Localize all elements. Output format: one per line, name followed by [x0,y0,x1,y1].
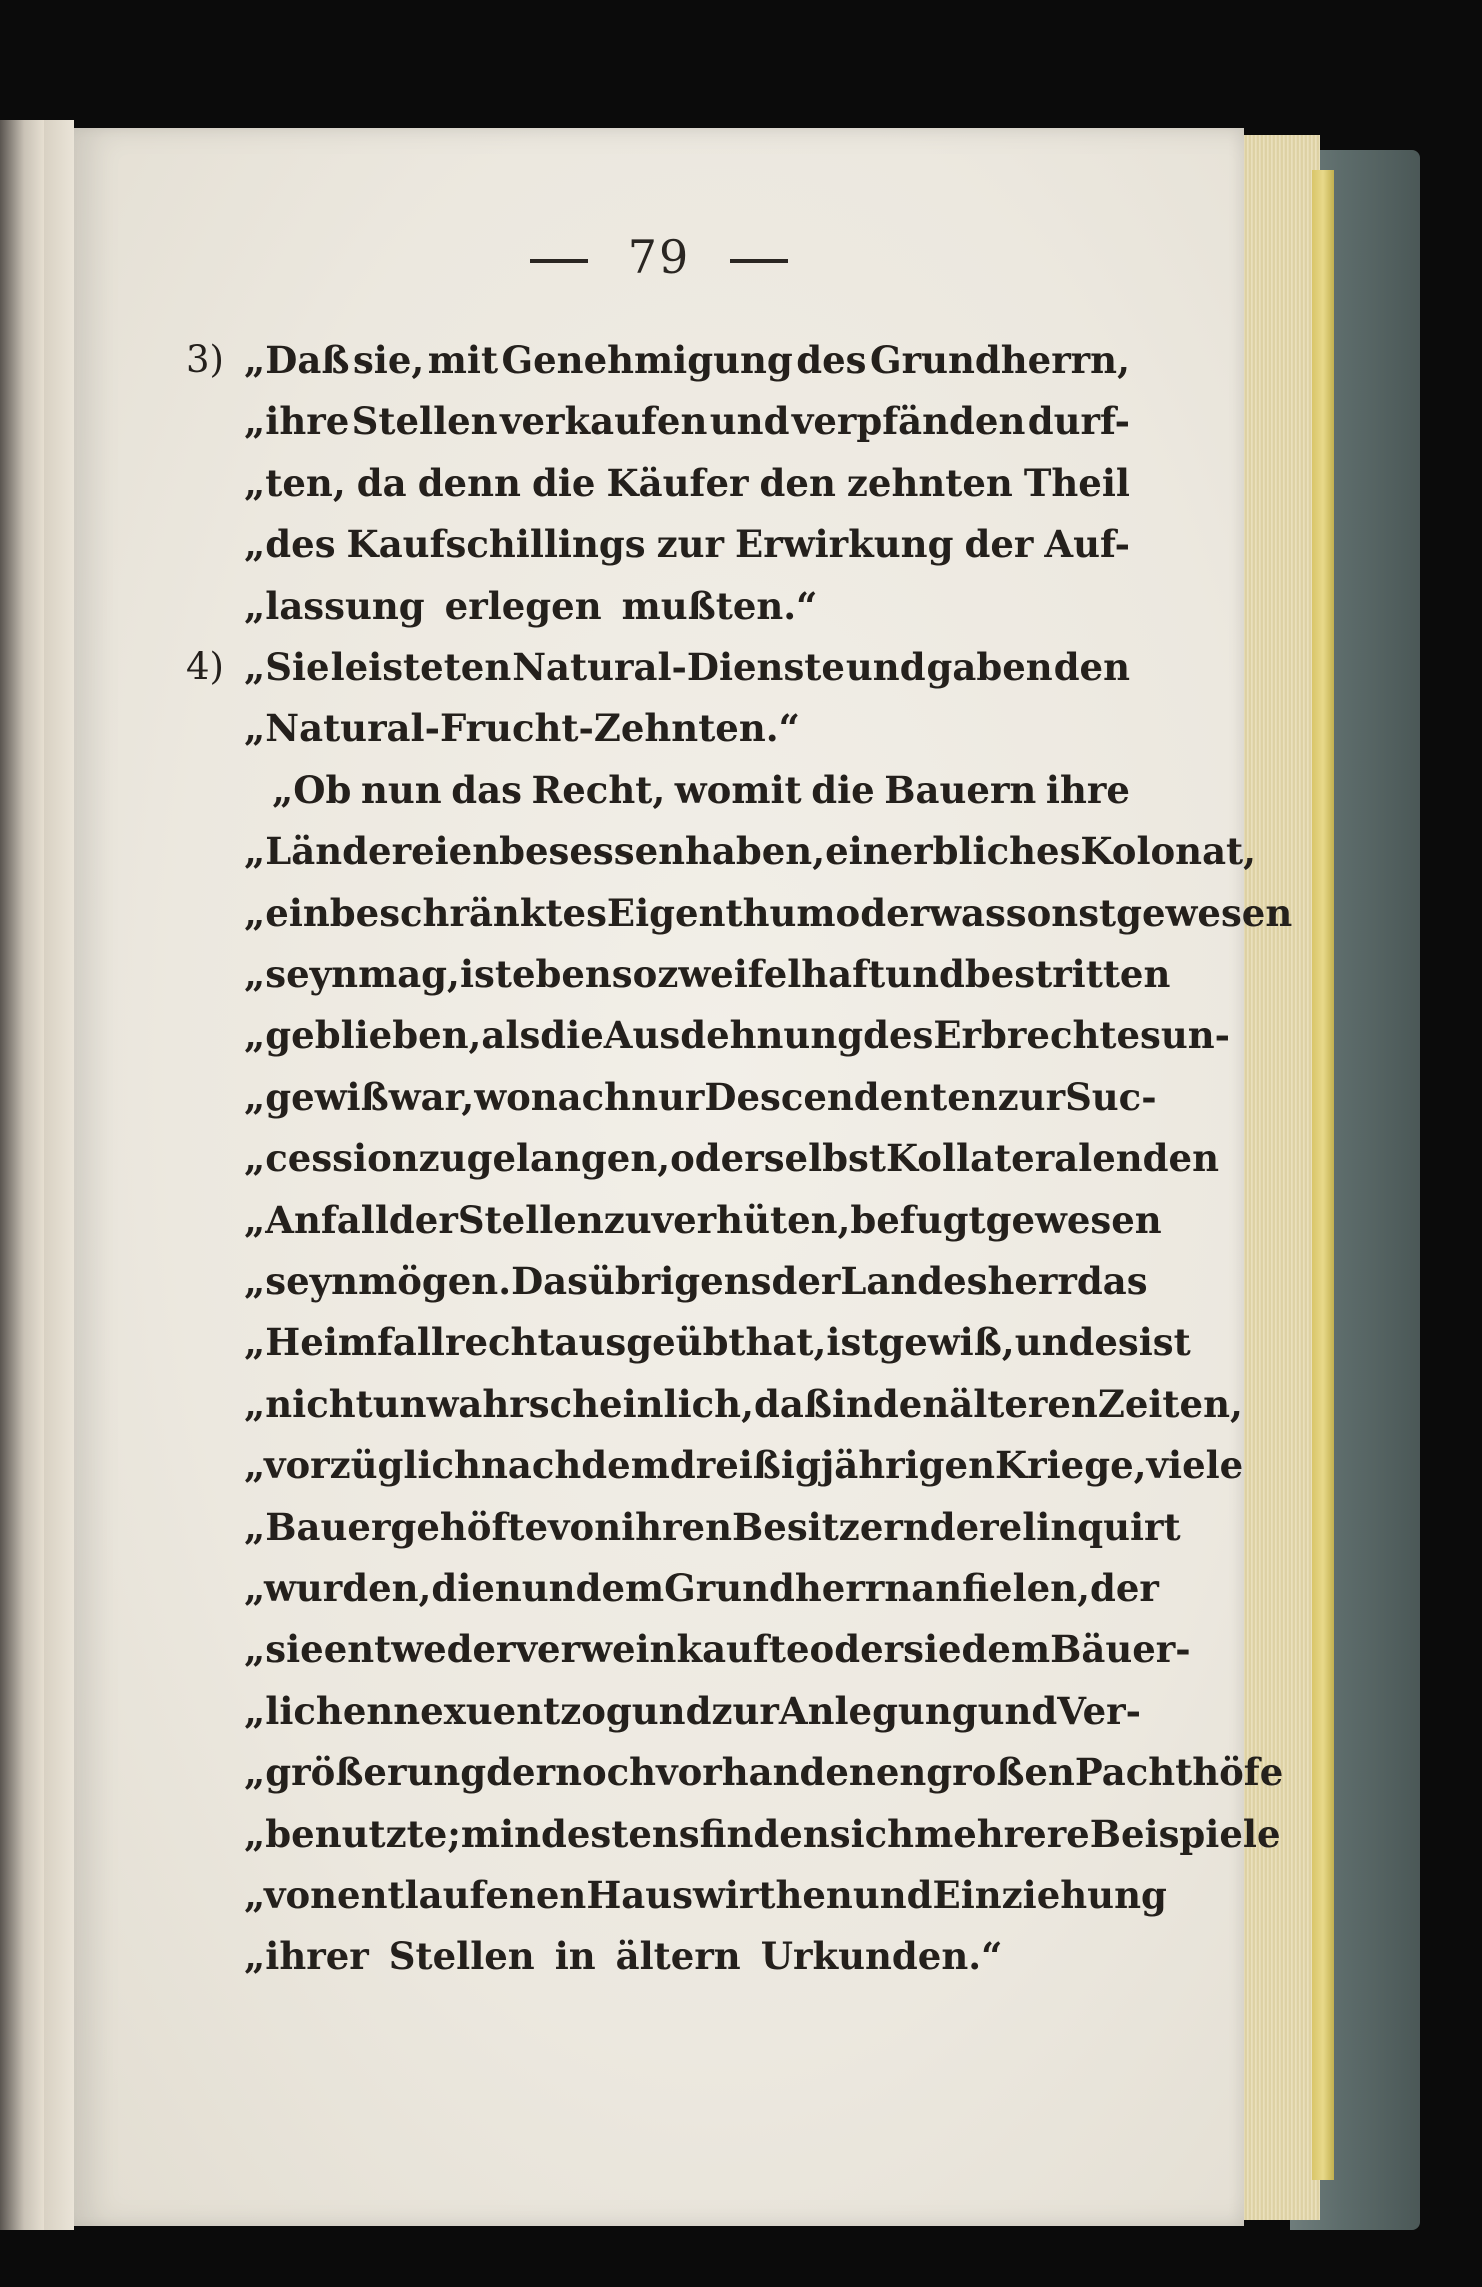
text-line: „wurden, die nun dem Grundherrn anfielen, der [244,1566,1159,1610]
text-line: „Sie leisteten Natural-Dienste und gaben den [244,645,1130,689]
list-marker: 3) [186,338,224,381]
page-number: 79 [627,230,691,284]
book-page [74,128,1293,2226]
text-line: „ihre Stellen verkaufen und verpfänden durf- [244,399,1130,444]
text-line: „ein beschränktes Eigenthum oder was sonst gewesen [244,890,1293,935]
text-line: „Natural-Frucht-Zehnten.“ [244,706,800,751]
text-line: „vorzüglich nach dem dreißigjährigen Kriege, viele [244,1443,1244,1488]
text-line: „cession zu gelangen, oder selbst Kollateralen den [244,1136,1219,1181]
text-line: „gewiß war, wonach nur Descendenten zur Suc- [244,1074,1157,1119]
list-marker: 4) [186,645,224,688]
text-line: „lichen nexu entzog und zur Anlegung und Ver- [244,1688,1141,1733]
text-line: „Anfall der Stellen zu verhüten, befugt gewesen [244,1197,1162,1242]
text-line: „Daß sie, mit Genehmigung des Grundherrn, [244,338,1130,382]
text-line: „Heimfallrecht ausgeübt hat, ist gewiß, und es ist [244,1320,1191,1365]
left-page-strip [44,120,74,2230]
text-line: „nicht unwahrscheinlich, daß in den älteren Zeiten, [244,1381,1243,1426]
page-block [1240,135,1320,2220]
left-page-edge [0,120,44,2230]
gilt-edge [1312,170,1334,2180]
text-line: „benutzte; mindestens finden sich mehrere Beispiele [244,1811,1281,1856]
text-line: „sie entweder verweinkaufte oder sie dem Bäuer- [244,1627,1191,1672]
text-line: „größerung der noch vorhandenen großen Pachthöfe [244,1750,1284,1795]
text-line: „Ländereien besessen haben, ein erbliches Kolonat, [244,829,1257,874]
text-body [74,128,1293,2226]
text-line: „seyn mag, ist eben so zweifelhaft und bestritten [244,952,1171,996]
text-line: „ten, da denn die Käufer den zehnten Theil [244,460,1130,505]
text-line: „des Kaufschillings zur Erwirkung der Auf- [244,522,1130,567]
text-line: „ihrer Stellen in ältern Urkunden.“ [244,1934,1003,1979]
text-line: „Bauergehöfte von ihren Besitzern derelinquirt [244,1504,1181,1549]
text-line: „geblieben, als die Ausdehnung des Erbrechtes un- [244,1013,1231,1058]
text-line: „lassung erlegen mußten.“ [244,583,818,628]
text-line: „von entlaufenen Hauswirthen und Einziehung [244,1873,1167,1917]
text-line: „Ob nun das Recht, womit die Bauern ihre [272,767,1130,812]
text-line: „seyn mögen. Das übrigens der Landesherr das [244,1259,1148,1303]
